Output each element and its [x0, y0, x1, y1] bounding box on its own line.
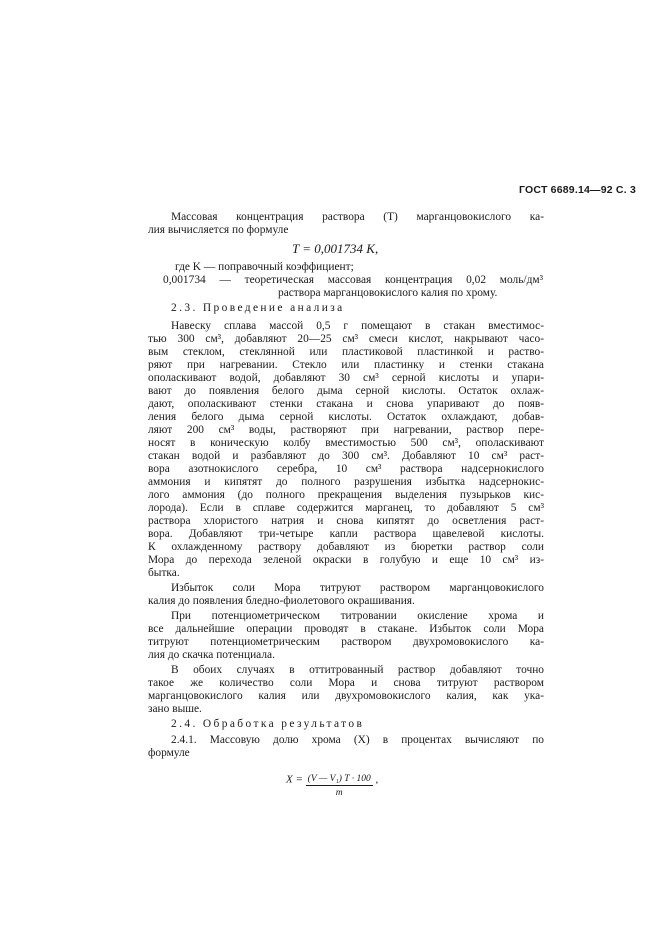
text-line: лия вычисляется по формуле: [148, 224, 289, 236]
text-line: Мора до перехода зеленой окраски в голубую и еще 10 см³ из-: [148, 554, 544, 566]
formula-fraction: [306, 774, 373, 798]
text-line: Избыток соли Мора титруют раствором марганцовокислого: [171, 582, 544, 594]
text-line: ляют 200 см³ воды, растворяют при нагревании, раствор пере-: [148, 424, 544, 436]
text-line: дают, ополаскивают стенки стакана и снова упаривают до появ-: [148, 398, 544, 410]
text-line: В обоих случаях в оттитрованный раствор добавляют точно: [171, 664, 544, 676]
text-line: ряют при нагревании. Стекло или пластинку и стенки стакана: [148, 359, 544, 371]
text-line: К охлажденному раствору добавляют из бюретки раствор соли: [148, 541, 544, 553]
text-line: раствора хлористого натрия и снова кипятят до осветления раст-: [148, 515, 544, 527]
text-line: зано выше.: [148, 703, 202, 715]
text-line: раствора марганцовокислого калия по хрому.: [278, 287, 498, 299]
text-line: тью 300 см³, добавляют 20—25 см³ смеси кислот, накрывают часо-: [148, 333, 544, 345]
formula-concentration: T = 0,001734 K,: [292, 241, 379, 256]
text-line: ления белого дыма серной кислоты. Остаток охлаждают, добав-: [148, 411, 544, 423]
text-line: вым стеклом, стеклянной или пластиковой пластинкой и раство-: [148, 346, 544, 358]
text-line: титруют потенциометрическим раствором двухромовокислого ка-: [148, 636, 544, 648]
text-line: формуле: [148, 747, 190, 759]
text-line: 2.4.1. Массовую долю хрома (X) в процентах вычисляют по: [171, 734, 544, 746]
section-heading: 2.4. Обработка результатов: [171, 718, 365, 730]
text-line: Массовая концентрация раствора (Т) марганцовокислого ка-: [171, 211, 544, 223]
formula-lhs: X =: [286, 773, 303, 786]
text-line: такое же количество соли Мора и снова титруют раствором: [148, 677, 544, 689]
text-line: где K — поправочный коэффициент;: [175, 261, 354, 273]
text-line: вора. Добавляют три-четыре капли раствора щавелевой кислоты.: [148, 528, 544, 540]
text-line: вают до появления белого дыма серной кислоты. Остаток охлаж-: [148, 385, 544, 397]
text-line: аммония и кипятят до полного разрушения избытка надсернокис-: [148, 476, 544, 488]
text-line: При потенциометрическом титровании окисление хрома и: [171, 610, 544, 622]
text-line: марганцовокислого калия или двухромовокислого калия, как ука-: [148, 690, 544, 702]
text-line: лия до скачка потенциала.: [148, 649, 275, 661]
text-line: бытка.: [148, 567, 180, 579]
text-line: 0,001734 — теоретическая массовая концентрация 0,02 моль/дм³: [163, 274, 543, 286]
text-line: ополаскивают водой, добавляют 30 см³ серной кислоты и упари-: [148, 372, 544, 384]
section-heading: 2.3. Проведение анализа: [171, 302, 345, 314]
text-line: все дальнейшие операции проводят в стакане. Избыток соли Мора: [148, 623, 544, 635]
formula-chromium-fraction: [286, 768, 379, 798]
formula-denominator: m: [335, 788, 343, 798]
text-line: носят в коническую колбу вместимостью 500 см³, ополаскивают: [148, 437, 544, 449]
formula-tail: ,: [375, 773, 379, 786]
text-line: вора азотнокислого серебра, 10 см³ раствора надсернокислого: [148, 463, 544, 475]
text-line: лорода). Если в сплаве содержится марганец, то добавляют 5 см³: [148, 502, 544, 514]
text-line: стакан водой и разбавляют до 300 см³. Добавляют 10 см³ раст-: [148, 450, 544, 462]
text-line: калия до появления бледно-фиолетового окрашивания.: [148, 595, 415, 607]
page-header: ГОСТ 6689.14—92 С. 3: [519, 184, 636, 196]
text-line: лого аммония (до полного прекращения выделения пузырьков кис-: [148, 489, 544, 501]
formula-numerator: (V — V₁) T · 100: [307, 774, 371, 784]
text-line: Навеску сплава массой 0,5 г помещают в стакан вместимос-: [171, 320, 544, 332]
